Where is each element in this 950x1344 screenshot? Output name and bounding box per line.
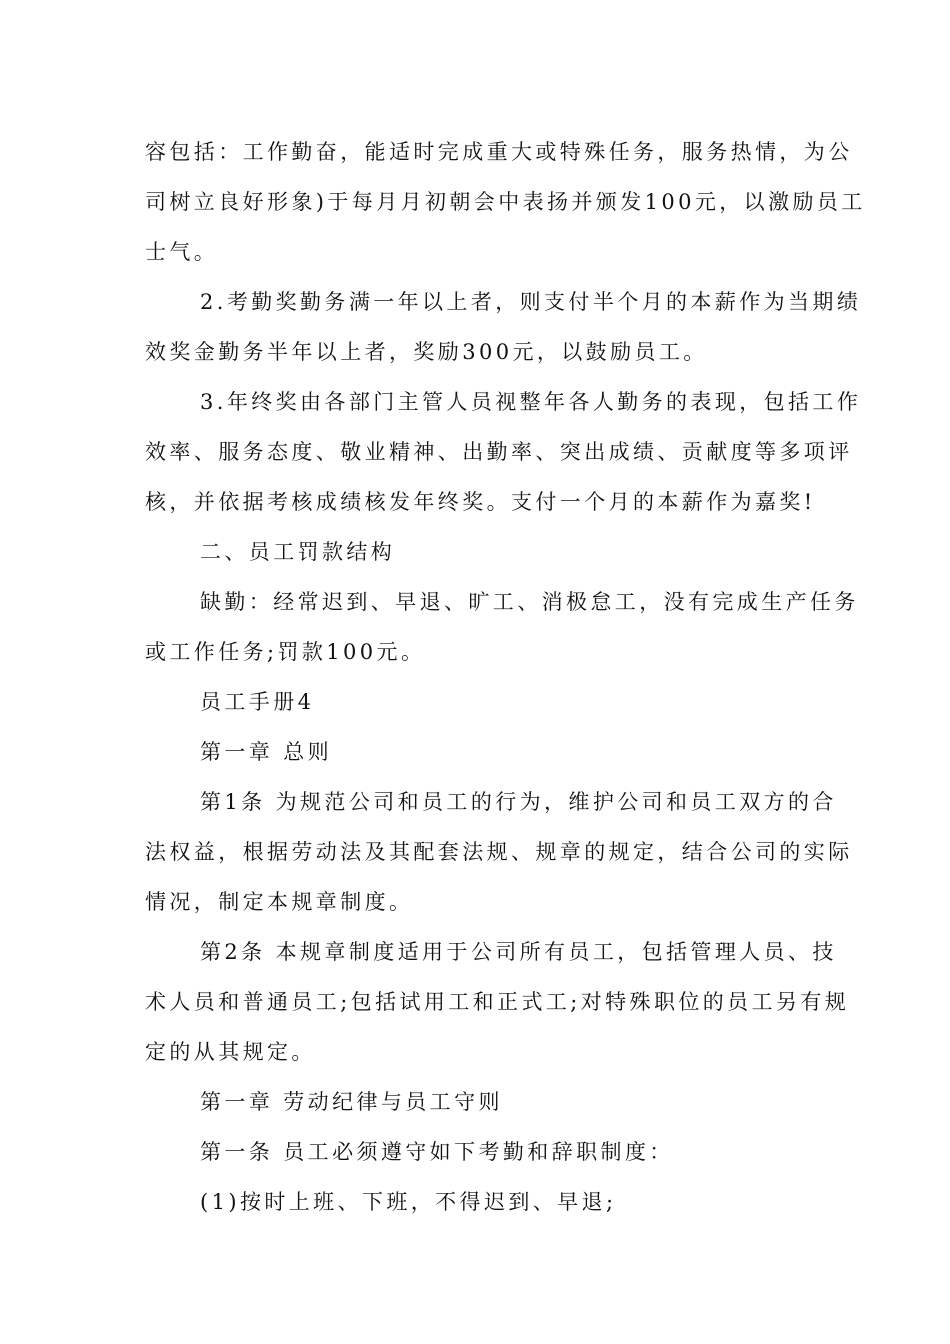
chapter-heading: 第一章 劳动纪律与员工守则 [200, 1090, 503, 1114]
paragraph-line-indented: 3.年终奖由各部门主管人员视整年各人勤务的表现，包括工作 [200, 390, 862, 414]
paragraph-line-indented: 缺勤：经常迟到、早退、旷工、消极怠工，没有完成生产任务 [200, 590, 859, 614]
chapter-heading: 第一章 总则 [200, 740, 333, 764]
text-line: 士气。 [145, 240, 219, 264]
text-line: 定的从其规定。 [145, 1040, 316, 1064]
text-line: 法权益，根据劳动法及其配套法规、规章的规定，结合公司的实际 [145, 840, 853, 864]
text-line: 司树立良好形象)于每月月初朝会中表扬并颁发100元，以激励员工 [145, 190, 866, 214]
text-line: 容包括：工作勤奋，能适时完成重大或特殊任务，服务热情，为公 [145, 140, 853, 164]
section-heading: 员工手册4 [200, 690, 315, 714]
article-line: 第一条 员工必须遵守如下考勤和辞职制度： [200, 1140, 674, 1164]
text-line: 术人员和普通员工;包括试用工和正式工;对特殊职位的员工另有规 [145, 990, 850, 1014]
section-heading: 二、员工罚款结构 [200, 540, 396, 564]
text-line: 效率、服务态度、敬业精神、出勤率、突出成绩、贡献度等多项评 [145, 440, 853, 464]
article-line: 第1条 为规范公司和员工的行为，维护公司和员工双方的合 [200, 790, 837, 814]
text-line: 核，并依据考核成绩核发年终奖。支付一个月的本薪作为嘉奖! [145, 490, 816, 514]
article-line: 第2条 本规章制度适用于公司所有员工，包括管理人员、技 [200, 940, 837, 964]
text-line: 情况，制定本规章制度。 [145, 890, 414, 914]
paragraph-line-indented: 2.考勤奖勤务满一年以上者，则支付半个月的本薪作为当期绩 [200, 290, 862, 314]
text-line: 或工作任务;罚款100元。 [145, 640, 426, 664]
text-line: 效奖金勤务半年以上者，奖励300元，以鼓励员工。 [145, 340, 708, 364]
list-item: (1)按时上班、下班，不得迟到、早退; [200, 1190, 617, 1214]
